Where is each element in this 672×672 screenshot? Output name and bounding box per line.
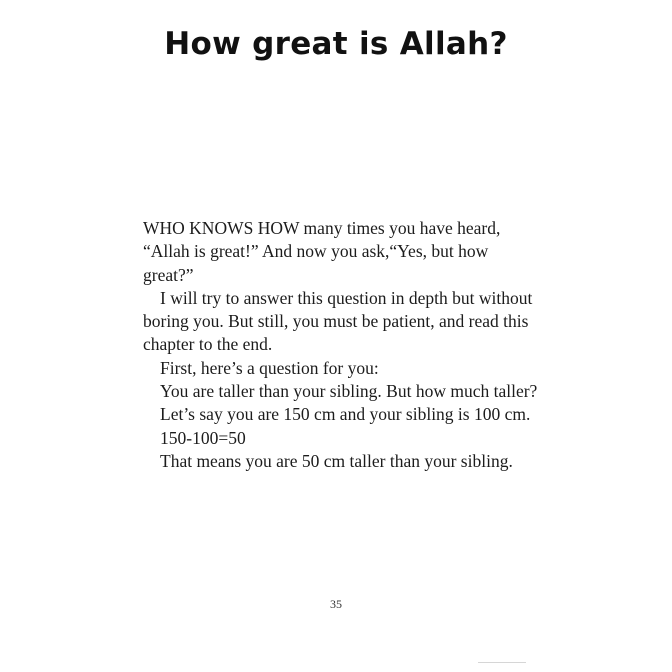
paragraph-question: You are taller than your sibling. But how much taller? — [160, 381, 538, 402]
paragraph-answer: I will try to answer this question in depth but without boring you. But still, you must be patient, and read this chapter to the end. — [143, 287, 533, 355]
paragraph-conclusion: That means you are 50 cm taller than your sibling. — [160, 450, 513, 471]
paragraph-question-intro: First, here’s a question for you: — [160, 357, 379, 378]
paragraph-equation: 150-100=50 — [160, 427, 246, 448]
paragraph-intro: WHO KNOWS HOW many times you have heard, “Allah is great!” And now you ask,“Yes, but how great?” — [143, 218, 501, 285]
page-number: 35 — [330, 597, 342, 611]
page-edge-divider — [478, 662, 526, 666]
chapter-body — [143, 217, 543, 473]
paragraph-example: Let’s say you are 150 cm and your sibling is 100 cm. — [160, 404, 531, 425]
chapter-title: How great is Allah? — [164, 26, 508, 62]
